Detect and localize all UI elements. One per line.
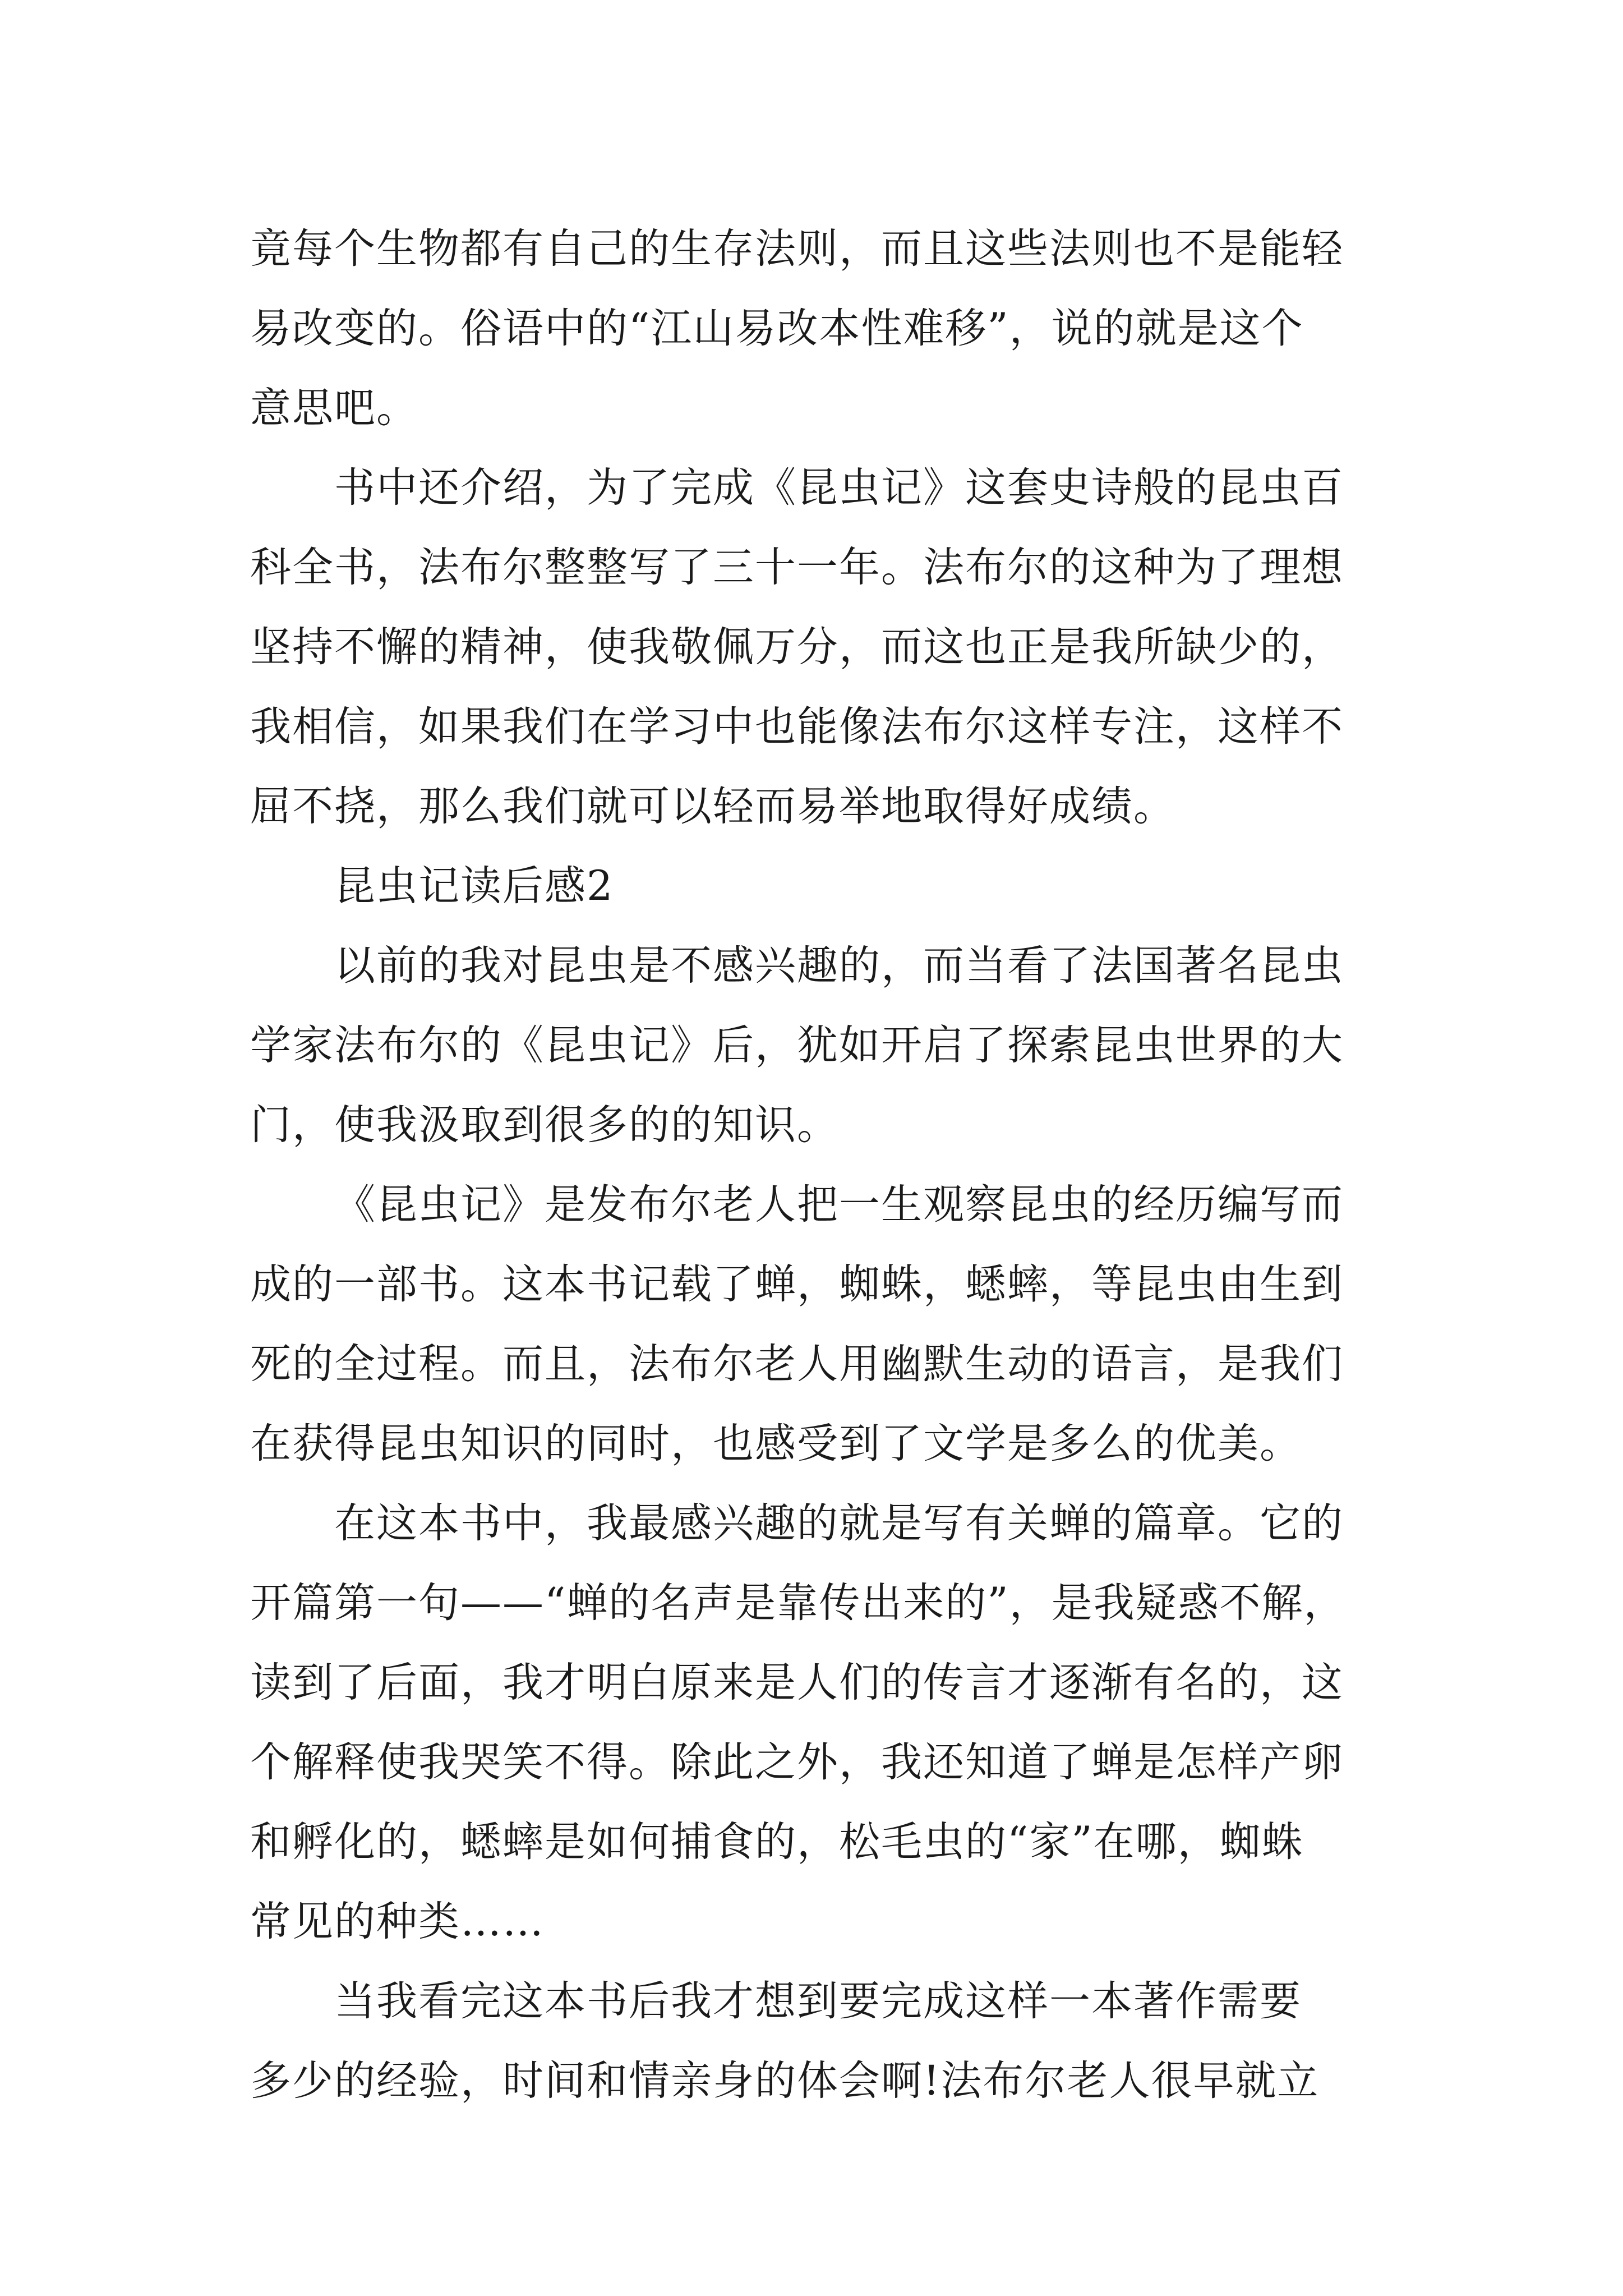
text-line: 学家法布尔的《昆虫记》后，犹如开启了探索昆虫世界的大 [250,1022,1344,1069]
section-heading: 昆虫记读后感2 [334,862,614,910]
text-line: 开篇第一句——“蝉的名声是靠传出来的”，是我疑惑不解， [250,1579,1346,1627]
text-line: 易改变的。俗语中的“江山易改本性难移”，说的就是这个 [250,305,1304,352]
text-line: 和孵化的，蟋蟀是如何捕食的，松毛虫的“家”在哪，蜘蛛 [250,1818,1304,1866]
text-line: 读到了后面，我才明白原来是人们的传言才逐渐有名的，这 [250,1659,1344,1706]
document-body [250,209,1394,2121]
paragraph-first-line: 当我看完这本书后我才想到要完成这样一本著作需要 [334,1977,1302,2025]
text-line: 成的一部书。这本书记载了蝉，蜘蛛，蟋蟀，等昆虫由生到 [250,1260,1344,1308]
text-line: 在获得昆虫知识的同时，也感受到了文学是多么的优美。 [250,1420,1302,1467]
text-line: 意思吧。 [250,384,418,432]
text-line: 常见的种类…… [250,1898,545,1945]
paragraph-first-line: 在这本书中，我最感兴趣的就是写有关蝉的篇章。它的 [334,1499,1344,1547]
text-line: 门，使我汲取到很多的的知识。 [250,1101,839,1149]
text-line: 死的全过程。而且，法布尔老人用幽默生动的语言，是我们 [250,1340,1344,1388]
paragraph-first-line: 书中还介绍，为了完成《昆虫记》这套史诗般的昆虫百 [334,464,1344,512]
paragraph-first-line: 以前的我对昆虫是不感兴趣的，而当看了法国著名昆虫 [334,942,1344,990]
paragraph-first-line: 《昆虫记》是发布尔老人把一生观察昆虫的经历编写而 [334,1181,1344,1228]
text-line: 我相信，如果我们在学习中也能像法布尔这样专注，这样不 [250,703,1344,751]
text-line: 屈不挠，那么我们就可以轻而易举地取得好成绩。 [250,783,1175,830]
text-line: 个解释使我哭笑不得。除此之外，我还知道了蝉是怎样产卵 [250,1738,1344,1786]
text-line: 多少的经验，时间和情亲身的体会啊!法布尔老人很早就立 [250,2057,1320,2105]
text-line: 竟每个生物都有自己的生存法则，而且这些法则也不是能轻 [250,225,1344,273]
text-line: 坚持不懈的精神，使我敬佩万分，而这也正是我所缺少的， [250,623,1344,671]
text-line: 科全书，法布尔整整写了三十一年。法布尔的这种为了理想 [250,544,1344,591]
